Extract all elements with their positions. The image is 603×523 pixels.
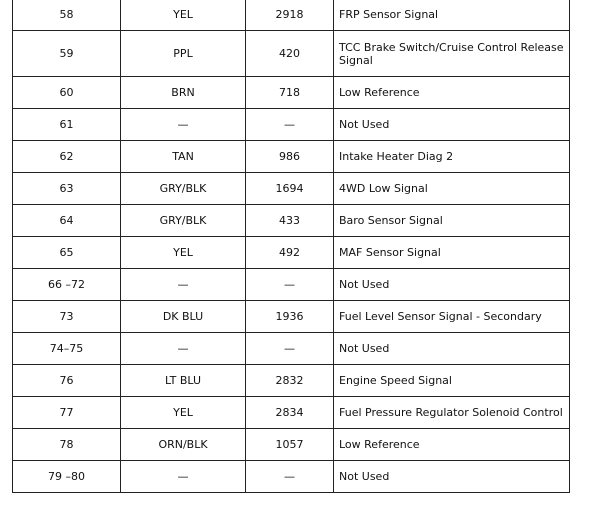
table-row <box>13 365 570 397</box>
function-cell: TCC Brake Switch/Cruise Control Release Signal <box>334 31 570 77</box>
table-row <box>13 109 570 141</box>
pin-number-cell: 63 <box>13 173 121 205</box>
wire-color-cell: YEL <box>121 397 246 429</box>
wire-color-cell: YEL <box>121 0 246 31</box>
table-row <box>13 0 570 31</box>
wire-color-cell: ORN/BLK <box>121 429 246 461</box>
table-row <box>13 301 570 333</box>
circuit-number-cell: 420 <box>246 31 334 77</box>
wire-color-cell: TAN <box>121 141 246 173</box>
wire-color-cell: — <box>121 109 246 141</box>
pin-number-cell: 76 <box>13 365 121 397</box>
wire-color-cell: — <box>121 333 246 365</box>
circuit-number-cell: — <box>246 109 334 141</box>
circuit-number-cell: — <box>246 333 334 365</box>
pin-number-cell: 73 <box>13 301 121 333</box>
table-row <box>13 173 570 205</box>
wire-color-cell: BRN <box>121 77 246 109</box>
pin-number-cell: 79 –80 <box>13 461 121 493</box>
pin-number-cell: 64 <box>13 205 121 237</box>
connector-pinout-table <box>12 0 570 493</box>
wire-color-cell: GRY/BLK <box>121 173 246 205</box>
pin-number-cell: 59 <box>13 31 121 77</box>
function-cell: Fuel Pressure Regulator Solenoid Control <box>334 397 570 429</box>
table-row <box>13 429 570 461</box>
function-cell: Low Reference <box>334 429 570 461</box>
pin-number-cell: 60 <box>13 77 121 109</box>
circuit-number-cell: 2834 <box>246 397 334 429</box>
function-cell: Engine Speed Signal <box>334 365 570 397</box>
wire-color-cell: DK BLU <box>121 301 246 333</box>
table-row <box>13 31 570 77</box>
circuit-number-cell: — <box>246 269 334 301</box>
function-cell: 4WD Low Signal <box>334 173 570 205</box>
table-row <box>13 77 570 109</box>
function-cell: Low Reference <box>334 77 570 109</box>
function-cell: Fuel Level Sensor Signal - Secondary <box>334 301 570 333</box>
circuit-number-cell: 1057 <box>246 429 334 461</box>
table-row <box>13 237 570 269</box>
function-cell: FRP Sensor Signal <box>334 0 570 31</box>
pin-number-cell: 61 <box>13 109 121 141</box>
pin-number-cell: 77 <box>13 397 121 429</box>
wire-color-cell: GRY/BLK <box>121 205 246 237</box>
pin-number-cell: 78 <box>13 429 121 461</box>
wire-color-cell: PPL <box>121 31 246 77</box>
function-cell: Not Used <box>334 461 570 493</box>
table-row <box>13 269 570 301</box>
function-cell: Intake Heater Diag 2 <box>334 141 570 173</box>
table-row <box>13 461 570 493</box>
wire-color-cell: YEL <box>121 237 246 269</box>
function-cell: MAF Sensor Signal <box>334 237 570 269</box>
circuit-number-cell: 433 <box>246 205 334 237</box>
circuit-number-cell: 718 <box>246 77 334 109</box>
wire-color-cell: — <box>121 461 246 493</box>
function-cell: Not Used <box>334 109 570 141</box>
circuit-number-cell: 986 <box>246 141 334 173</box>
circuit-number-cell: 1936 <box>246 301 334 333</box>
pin-number-cell: 66 –72 <box>13 269 121 301</box>
function-cell: Baro Sensor Signal <box>334 205 570 237</box>
table-row <box>13 141 570 173</box>
function-cell: Not Used <box>334 269 570 301</box>
pin-number-cell: 65 <box>13 237 121 269</box>
pin-number-cell: 74–75 <box>13 333 121 365</box>
wire-color-cell: — <box>121 269 246 301</box>
table-row <box>13 205 570 237</box>
pin-number-cell: 58 <box>13 0 121 31</box>
wire-color-cell: LT BLU <box>121 365 246 397</box>
function-cell: Not Used <box>334 333 570 365</box>
pin-number-cell: 62 <box>13 141 121 173</box>
circuit-number-cell: 2832 <box>246 365 334 397</box>
table-row <box>13 397 570 429</box>
circuit-number-cell: 2918 <box>246 0 334 31</box>
table-row <box>13 333 570 365</box>
circuit-number-cell: — <box>246 461 334 493</box>
circuit-number-cell: 1694 <box>246 173 334 205</box>
circuit-number-cell: 492 <box>246 237 334 269</box>
